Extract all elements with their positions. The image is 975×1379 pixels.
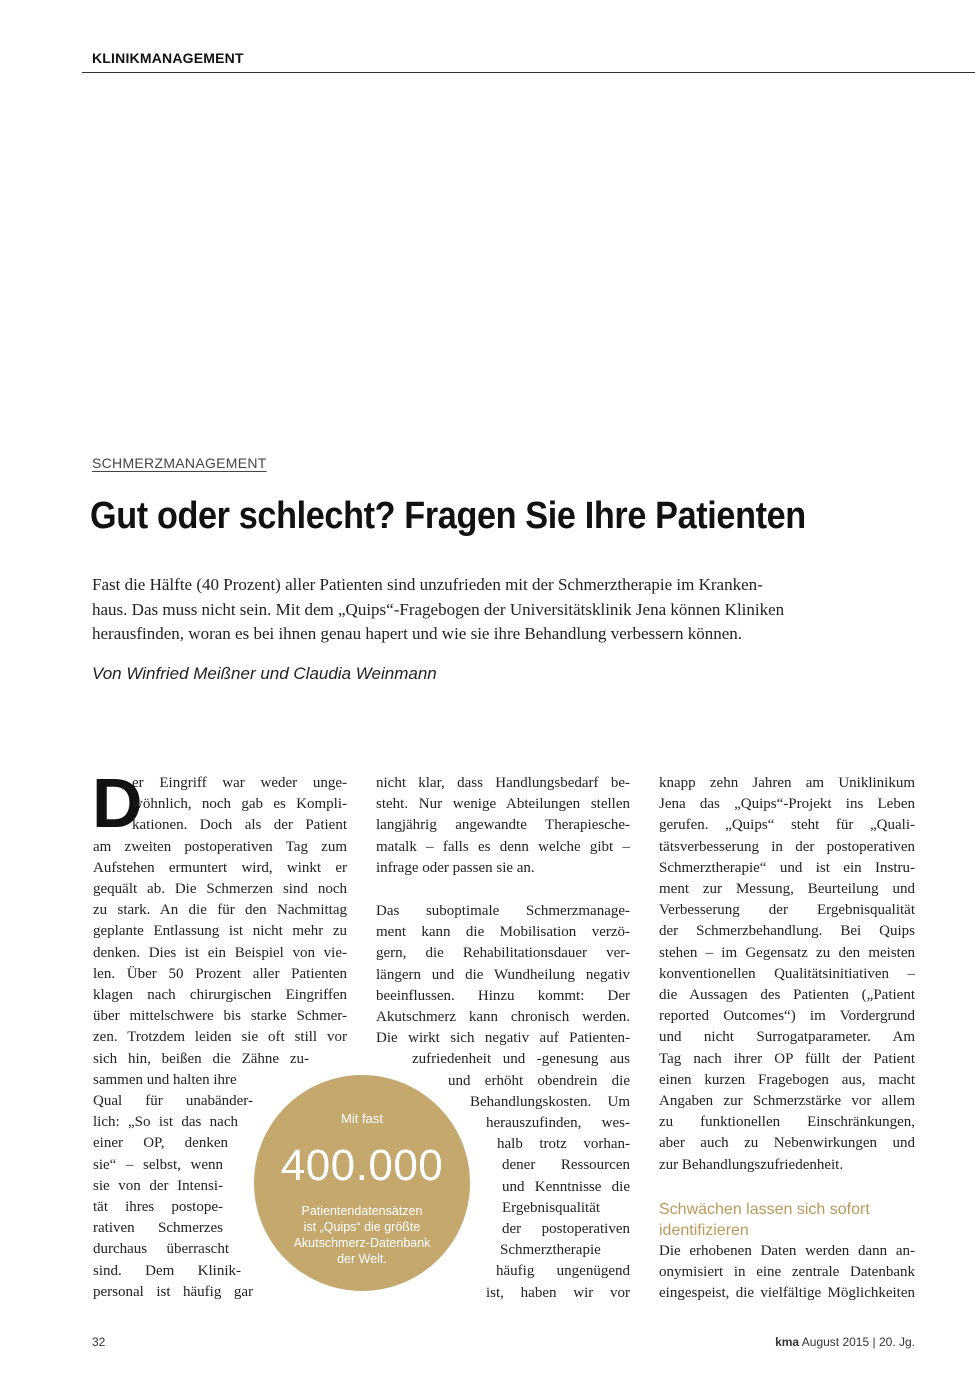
body-text-line: dener Ressourcen [502,1157,630,1174]
callout-text-line: Akutschmerz-Datenbank [293,1236,431,1250]
callout-text-line: der Welt. [337,1252,387,1266]
body-text-line: steht. Nur wenige Abteilungen stellen [376,796,630,813]
callout-circle [254,1075,470,1291]
callout-number: 400.000 [280,1141,444,1190]
body-text-line: onymisiert in eine zentrale Datenbank [659,1264,915,1281]
body-text-line: sammen und halten ihre [93,1071,237,1088]
body-text-line: lich: „So ist das nach [93,1114,238,1131]
body-text-line: Aufstehen ermuntert wird, winkt er [93,859,347,876]
body-text-line: eingespeist, die vielfältige Möglichkeiten [659,1285,915,1302]
header-rule [82,72,975,73]
body-text-line: Verbesserung der Ergebnisqualität [659,902,915,919]
body-text-line: sich hin, beißen die Zähne zu- [93,1050,309,1067]
body-text-line: klagen nach chirurgischen Eingriffen [93,987,347,1003]
body-text-line: über mittelschwere bis starke Schmer- [93,1008,347,1025]
footer-info [775,1335,915,1349]
body-text-line: und Kenntnisse die [502,1178,630,1195]
callout-text-line: Patientendatensätzen [301,1204,423,1218]
article-lead [92,573,892,647]
body-text-line: langjährig angewandte Therapiesche- [376,817,630,834]
article-headline: Gut oder schlecht? Fragen Sie Ihre Patienten [90,495,806,537]
body-text-line: rativen Schmerzes [93,1220,223,1237]
body-text-line: tät ihres postope- [93,1199,223,1215]
body-text-line: ment zur Messung, Beurteilung und [659,881,915,897]
drop-cap: D [92,764,143,842]
body-text-line: zu funktionellen Einschränkungen, [659,1114,915,1131]
body-text-line: sie“ – selbst, wenn [93,1156,223,1173]
body-text-line: ist, haben wir vor [486,1284,630,1301]
footer-issue: August 2015 [801,1335,870,1349]
body-text-line: Jena das „Quips“-Projekt ins Leben [659,796,915,813]
body-text-line: beeinflussen. Hinzu kommt: Der [376,987,630,1004]
body-text-line: ment kann die Mobilisation verzö- [376,924,630,941]
body-text-line: herauszufinden, wes- [486,1115,630,1131]
body-text-line: einer OP, denken [93,1135,228,1152]
article-kicker: SCHMERZMANAGEMENT [92,455,267,471]
body-text-line: Das suboptimale Schmerzmanage- [376,903,630,919]
body-text-line: und erhöht obendrein die [448,1072,630,1089]
body-text-line: gerufen. „Quips“ steht für „Quali- [659,817,915,834]
body-text-line: er Eingriff war weder unge- [132,775,347,791]
body-text-line: knapp zehn Jahren am Uniklinikum [659,775,915,791]
body-text-line: matalk – falls es denn welche gibt – [376,838,630,855]
body-text-line: zen. Trotzdem leiden sie oft still vor [93,1029,347,1046]
body-text-line: infrage oder passen sie an. [376,859,535,876]
body-text-line: Die wirkt sich negativ auf Patienten- [376,1030,630,1047]
body-text-line: sind. Dem Klinik- [93,1262,241,1279]
body-text-line: nicht klar, dass Handlungsbedarf be- [376,775,630,791]
body-text-line: durchaus überrascht [93,1241,229,1258]
subheading-line: Schwächen lassen sich sofort [659,1201,870,1218]
section-label: KLINIKMANAGEMENT [92,50,244,66]
callout-text-line: ist „Quips“ die größte [303,1220,421,1234]
footer-volume: 20. Jg. [878,1335,915,1349]
body-text-line: Behandlungskosten. Um [470,1093,630,1110]
body-text-line: die Aussagen des Patienten („Patient [659,987,915,1003]
body-text-line: Akutschmerz kann chronisch werden. [376,1009,630,1025]
body-text-line: sie von der Intensi- [93,1177,223,1194]
body-text-line: aber auch zu Nebenwirkungen und [659,1135,915,1152]
body-text-line: und nicht Surrogatparameter. Am [659,1029,915,1046]
body-text-line: Die erhobenen Daten werden dann an- [659,1243,915,1259]
footer-separator: | [872,1335,876,1349]
callout-top: Mit fast [341,1111,383,1126]
body-text-line: längern und die Wundheilung negativ [376,966,630,983]
callout-text [254,1203,470,1267]
body-text-line: personal ist häufig gar [93,1283,253,1300]
body-text-line: reported Outcomes“) im Vordergrund [659,1008,915,1025]
body-text-line: einen kurzen Fragebogen aus, macht [659,1071,915,1088]
body-text-line: halb trotz vorhan- [497,1136,630,1153]
body-text-line: Angaben zur Schmerzstärke vor allem [659,1093,915,1109]
body-text-line: zur Behandlungszufriedenheit. [659,1156,844,1173]
body-text-line: Qual für unabänder- [93,1093,253,1109]
body-text-line: Tag nach ihrer OP füllt der Patient [659,1050,915,1067]
body-text-line: Ergebnisqualität [502,1199,601,1216]
lead-line: herausfinden, woran es bei ihnen genau hapert und wie sie ihre Behandlung verbessern können. [92,624,743,643]
lead-line: haus. Das muss nicht sein. Mit dem „Quips“-Fragebogen der Universitätsklinik Jena können Kliniken [92,599,785,619]
page-number: 32 [92,1335,106,1349]
body-text-line: zu stark. An die für den Nachmittag [93,902,347,919]
body-text-line: wöhnlich, noch gab es Kompli- [132,796,347,813]
body-text-line: stehen – im Gegensatz zu den meisten [659,944,915,961]
footer-brand: kma [775,1335,800,1349]
body-text-line: der postoperativen [502,1221,630,1237]
byline: Von Winfried Meißner und Claudia Weinmann [92,664,437,683]
body-text-line: len. Über 50 Prozent aller Patienten [93,965,347,982]
body-text-line: am zweiten postoperativen Tag zum [93,838,347,855]
body-text-line: der Schmerzbehandlung. Bei Quips [659,923,915,940]
body-text-line: gequält ab. Die Schmerzen sind noch [93,881,347,897]
body-text-line: tätsverbesserung in der postoperativen [659,838,915,855]
body-text-line: geplante Entlassung ist nicht mehr zu [93,923,347,940]
body-text-line: zufriedenheit und -genesung aus [412,1051,630,1068]
body-text-line: Schmerztherapie“ und ist ein Instru- [659,859,915,876]
body-text-line: denken. Dies ist ein Beispiel von vie- [93,944,347,961]
subheading-line: identifizieren [659,1222,749,1239]
body-text-line: Schmerztherapie [500,1242,601,1259]
body-text-line: kationen. Doch als der Patient [132,817,347,834]
body-text-line: gern, die Rehabilitationsdauer ver- [376,945,630,962]
lead-line: Fast die Hälfte (40 Prozent) aller Patienten sind unzufrieden mit der Schmerztherapie im Kranken- [92,575,763,594]
body-text-line: konventionellen Qualitätsinitiativen – [659,965,915,982]
body-text-line: häufig ungenügend [496,1263,630,1280]
